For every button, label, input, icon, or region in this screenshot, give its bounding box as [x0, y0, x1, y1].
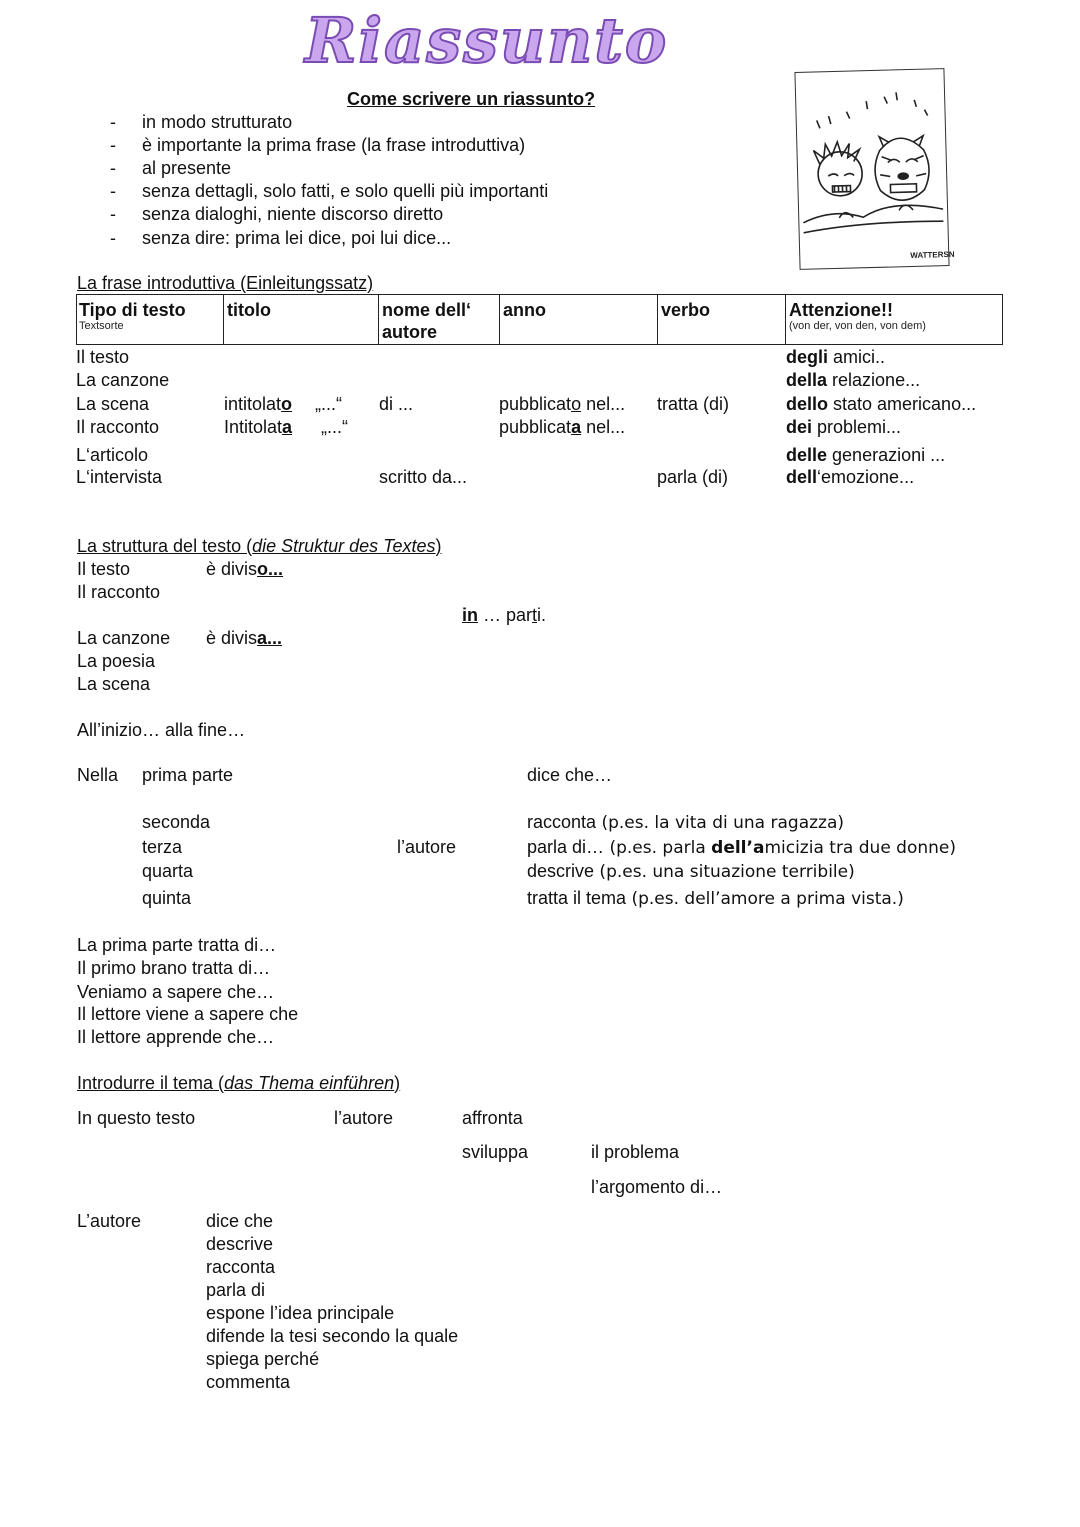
anno-fem: pubblicata nel... [499, 417, 626, 437]
verb-parla: parla di… (p.es. parla dell’amicizia tra due donne) [527, 837, 957, 858]
theme-autore: l’autore [334, 1108, 394, 1128]
page-subtitle: Come scrivere un riassunto? [347, 89, 596, 109]
list-item: è importante la prima frase (la frase introduttiva) [142, 135, 526, 155]
list-item: senza dettagli, solo fatti, e solo quelli più importanti [142, 181, 549, 201]
header-titolo: titolo [227, 300, 271, 320]
attenzione-item: delle generazioni ... [786, 445, 946, 465]
part-ordinal: prima parte [142, 765, 234, 785]
list-bullet: - [110, 204, 116, 224]
verb-dice: dice che… [527, 765, 613, 785]
type-cell: La scena [76, 394, 150, 414]
attenzione-item: dei problemi... [786, 417, 902, 437]
header-nome: nome dell‘ [382, 300, 472, 320]
author-verb: difende la tesi secondo la quale [206, 1326, 459, 1346]
attenzione-item: degli amici.. [786, 347, 886, 367]
list-item: senza dialoghi, niente discorso diretto [142, 204, 444, 224]
cartoon-drawing [795, 69, 955, 269]
part-ordinal: seconda [142, 812, 211, 832]
structure-autore: l’autore [397, 837, 457, 857]
type-cell: L‘intervista [76, 467, 163, 487]
object-problema: il problema [591, 1142, 680, 1162]
structure-masc-noun: Il racconto [77, 582, 161, 602]
divisa-phrase: è divisa... [206, 628, 283, 648]
list-bullet: - [110, 181, 116, 201]
author-verb: commenta [206, 1372, 291, 1392]
list-item: al presente [142, 158, 232, 178]
header-verbo: verbo [661, 300, 711, 320]
lautore-label: L’autore [77, 1211, 142, 1231]
list-item: in modo strutturato [142, 112, 293, 132]
type-cell: La canzone [76, 370, 170, 390]
type-cell: Il testo [76, 347, 130, 367]
author-verb: dice che [206, 1211, 274, 1231]
verb-affronta: affronta [462, 1108, 523, 1128]
titolo-masc-quote: „...“ [315, 394, 342, 414]
verbo-tratta: tratta (di) [657, 394, 730, 414]
header-anno: anno [503, 300, 546, 320]
list-bullet: - [110, 158, 116, 178]
titolo-masc: intitolato [224, 394, 293, 414]
header-attenzione: Attenzione!! [789, 300, 893, 320]
structure-fem-noun: La poesia [77, 651, 156, 671]
phrase-line: Il lettore viene a sapere che [77, 1004, 299, 1024]
verb-racconta: racconta (p.es. la vita di una ragazza) [527, 812, 845, 833]
in-questo-testo: In questo testo [77, 1108, 196, 1128]
anno-masc: pubblicato nel... [499, 394, 626, 414]
phrase-line: Il primo brano tratta di… [77, 958, 271, 978]
section-heading-intro-sentence: La frase introduttiva (Einleitungssatz) [77, 273, 374, 293]
phrase-line: Veniamo a sapere che… [77, 982, 275, 1002]
titolo-fem: Intitolata [224, 417, 293, 437]
author-verb: spiega perché [206, 1349, 320, 1369]
header-attenzione-sub: (von der, von den, von dem) [789, 320, 926, 332]
attenzione-item: dello stato americano... [786, 394, 977, 414]
nella-label: Nella [77, 765, 119, 785]
attenzione-item: della relazione... [786, 370, 921, 390]
list-bullet: - [110, 112, 116, 132]
header-tipo: Tipo di testo [79, 300, 186, 320]
author-verb: racconta [206, 1257, 276, 1277]
verbo-parla: parla (di) [657, 467, 729, 487]
intro-sentence-table-header [76, 294, 1003, 345]
author-verb: parla di [206, 1280, 266, 1300]
section-heading-theme: Introdurre il tema (das Thema einführen) [77, 1073, 401, 1093]
verb-descrive: descrive (p.es. una situazione terribile) [527, 861, 855, 882]
type-cell: Il racconto [76, 417, 160, 437]
calvin-hobbes-cartoon-image [794, 68, 955, 270]
structure-fem-noun: La canzone [77, 628, 171, 648]
titolo-fem-quote: „...“ [321, 417, 348, 437]
verb-tratta: tratta il tema (p.es. dell’amore a prima vista.) [527, 888, 904, 909]
structure-fem-noun: La scena [77, 674, 151, 694]
section-heading-structure: La struttura del testo (die Struktur des Textes) [77, 536, 442, 556]
part-ordinal: quarta [142, 861, 194, 881]
author-verb: espone l’idea principale [206, 1303, 395, 1323]
part-ordinal: quinta [142, 888, 192, 908]
phrase-line: La prima parte tratta di… [77, 935, 277, 955]
list-bullet: - [110, 228, 116, 248]
header-tipo-sub: Textsorte [79, 320, 124, 332]
header-nome-autore: autore [382, 322, 438, 342]
list-item: senza dire: prima lei dice, poi lui dice... [142, 228, 452, 248]
inizio-fine-phrase: All’inizio… alla fine… [77, 720, 246, 740]
in-parti-phrase: in … parti. [462, 605, 547, 625]
diviso-phrase: è diviso... [206, 559, 284, 579]
structure-masc-noun: Il testo [77, 559, 131, 579]
verb-sviluppa: sviluppa [462, 1142, 529, 1162]
object-argomento: l’argomento di… [591, 1177, 723, 1197]
cartoon-signature: WATTERSN [910, 249, 955, 261]
autore-scritto: scritto da... [379, 467, 468, 487]
type-cell: L‘articolo [76, 445, 149, 465]
phrase-line: Il lettore apprende che… [77, 1027, 275, 1047]
autore-di: di ... [379, 394, 414, 414]
attenzione-item: dell‘emozione... [786, 467, 915, 487]
list-bullet: - [110, 135, 116, 155]
page-title-logo: Riassunto [305, 4, 669, 77]
part-ordinal: terza [142, 837, 183, 857]
author-verb: descrive [206, 1234, 274, 1254]
